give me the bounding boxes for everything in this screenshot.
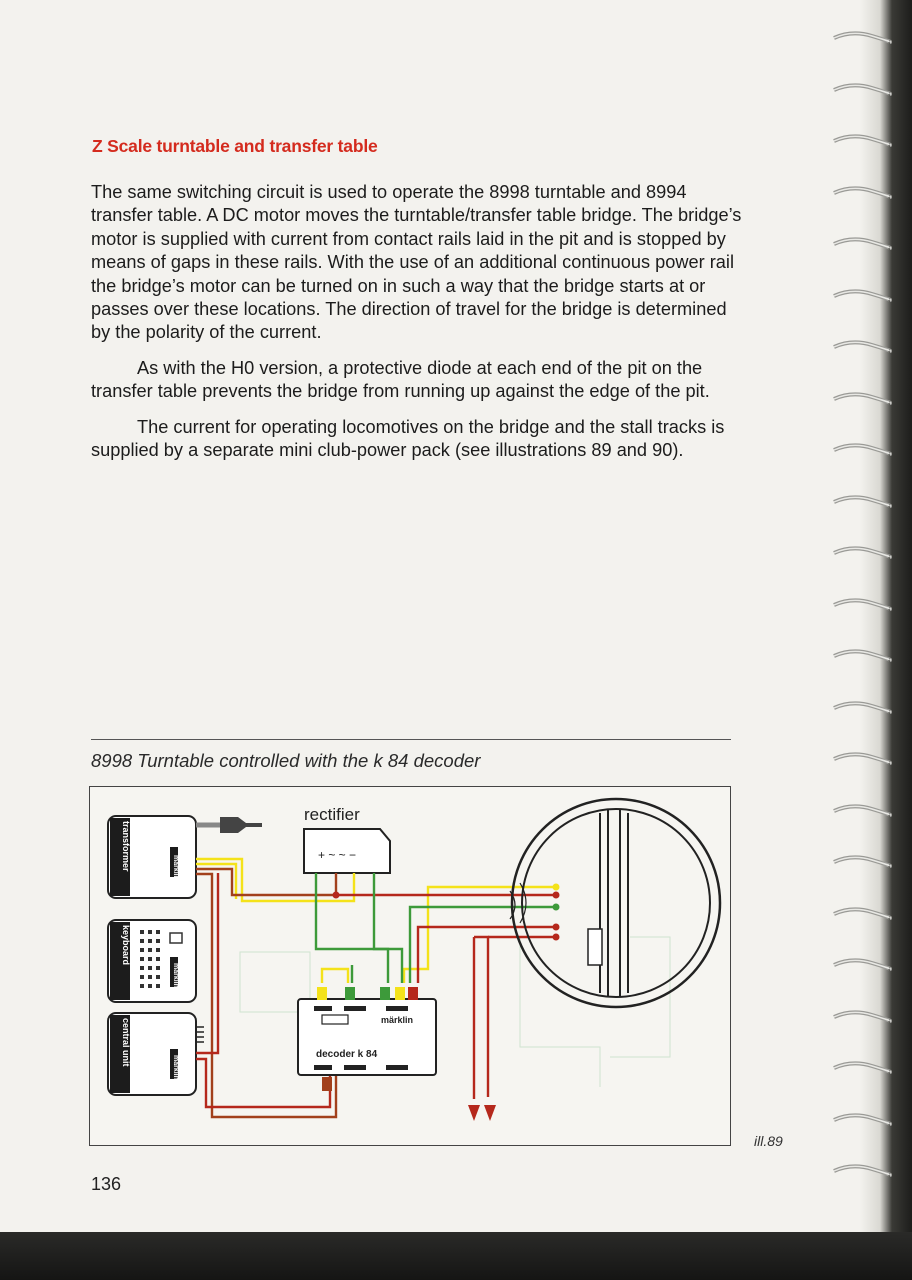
- paragraph-1: The same switching circuit is used to operate the 8998 turntable and 8994 transfer table. A DC motor moves the turntable/transfer table bridge. The bridge’s motor is supplied with current from contact rails laid in the pit and is stopped by means of gaps in these rails. With the use of an additional continuous power rail the bridge’s motor can be turned on in such a way that the bridge starts at or passes over these locations. The direction of travel for the bridge is determined by the polarity of the current.: [91, 182, 742, 343]
- binding-ring: [832, 234, 892, 256]
- binding-ring: [832, 749, 892, 771]
- paragraph-2: As with the H0 version, a protective diode at each end of the pit on the transfer table prevents the bridge from running up against the edge of the pit.: [91, 357, 710, 402]
- binding-ring: [832, 337, 892, 359]
- illustration-number: ill.89: [754, 1133, 783, 1149]
- binding-ring: [832, 80, 892, 102]
- keyboard-unit: [108, 920, 196, 1002]
- central-unit-label: central unit: [121, 1018, 131, 1067]
- decoder-k84: [298, 987, 436, 1091]
- binding-ring: [832, 389, 892, 411]
- keyboard-brand: märklin: [172, 963, 179, 988]
- decoder-brand: märklin: [381, 1015, 414, 1025]
- turntable: [510, 799, 720, 1007]
- turntable-contacts: [553, 884, 560, 941]
- section-title: Z Scale turntable and transfer table: [92, 136, 378, 156]
- wiring-diagram-svg: [90, 787, 730, 1145]
- page-number: 136: [91, 1174, 122, 1194]
- binding-ring: [832, 183, 892, 205]
- binding-ring: [832, 1007, 892, 1029]
- binding-ring: [832, 852, 892, 874]
- transformer-label: transformer: [121, 821, 131, 872]
- binding-ring: [832, 801, 892, 823]
- binding-ring: [832, 698, 892, 720]
- binding-ring: [832, 440, 892, 462]
- wire-arrows: [468, 1105, 496, 1121]
- binding-ring: [832, 904, 892, 926]
- section-divider: [91, 739, 731, 740]
- binding-ring: [832, 286, 892, 308]
- rectifier-terminals: + ~ ~ −: [318, 848, 357, 862]
- wiring-diagram: [89, 786, 731, 1146]
- decoder-label: decoder k 84: [316, 1049, 378, 1060]
- binding-ring: [832, 1161, 892, 1183]
- binding-ring: [832, 646, 892, 668]
- binding-ring: [832, 595, 892, 617]
- binding-ring: [832, 28, 892, 50]
- binding-ring: [832, 492, 892, 514]
- binding-ring: [832, 543, 892, 565]
- keyboard-label: keyboard: [121, 925, 131, 966]
- wires: [196, 859, 556, 1117]
- power-plug: [196, 817, 262, 833]
- transformer-brand: märklin: [172, 855, 179, 880]
- body-text: [91, 181, 749, 474]
- rectifier: [304, 805, 390, 873]
- central-unit: [108, 1013, 204, 1095]
- transformer-unit: [108, 816, 196, 898]
- central-unit-brand: märklin: [172, 1055, 179, 1080]
- binding-ring: [832, 131, 892, 153]
- rectifier-label: rectifier: [304, 805, 360, 824]
- binding-ring: [832, 1110, 892, 1132]
- figure-caption: 8998 Turntable controlled with the k 84 decoder: [91, 750, 481, 771]
- page-shadow: [0, 1232, 912, 1280]
- paragraph-3: The current for operating locomotives on the bridge and the stall tracks is supplied by a separate mini club-power pack (see illustrations 89 and 90).: [91, 416, 725, 461]
- binding-ring: [832, 1058, 892, 1080]
- binding-ring: [832, 955, 892, 977]
